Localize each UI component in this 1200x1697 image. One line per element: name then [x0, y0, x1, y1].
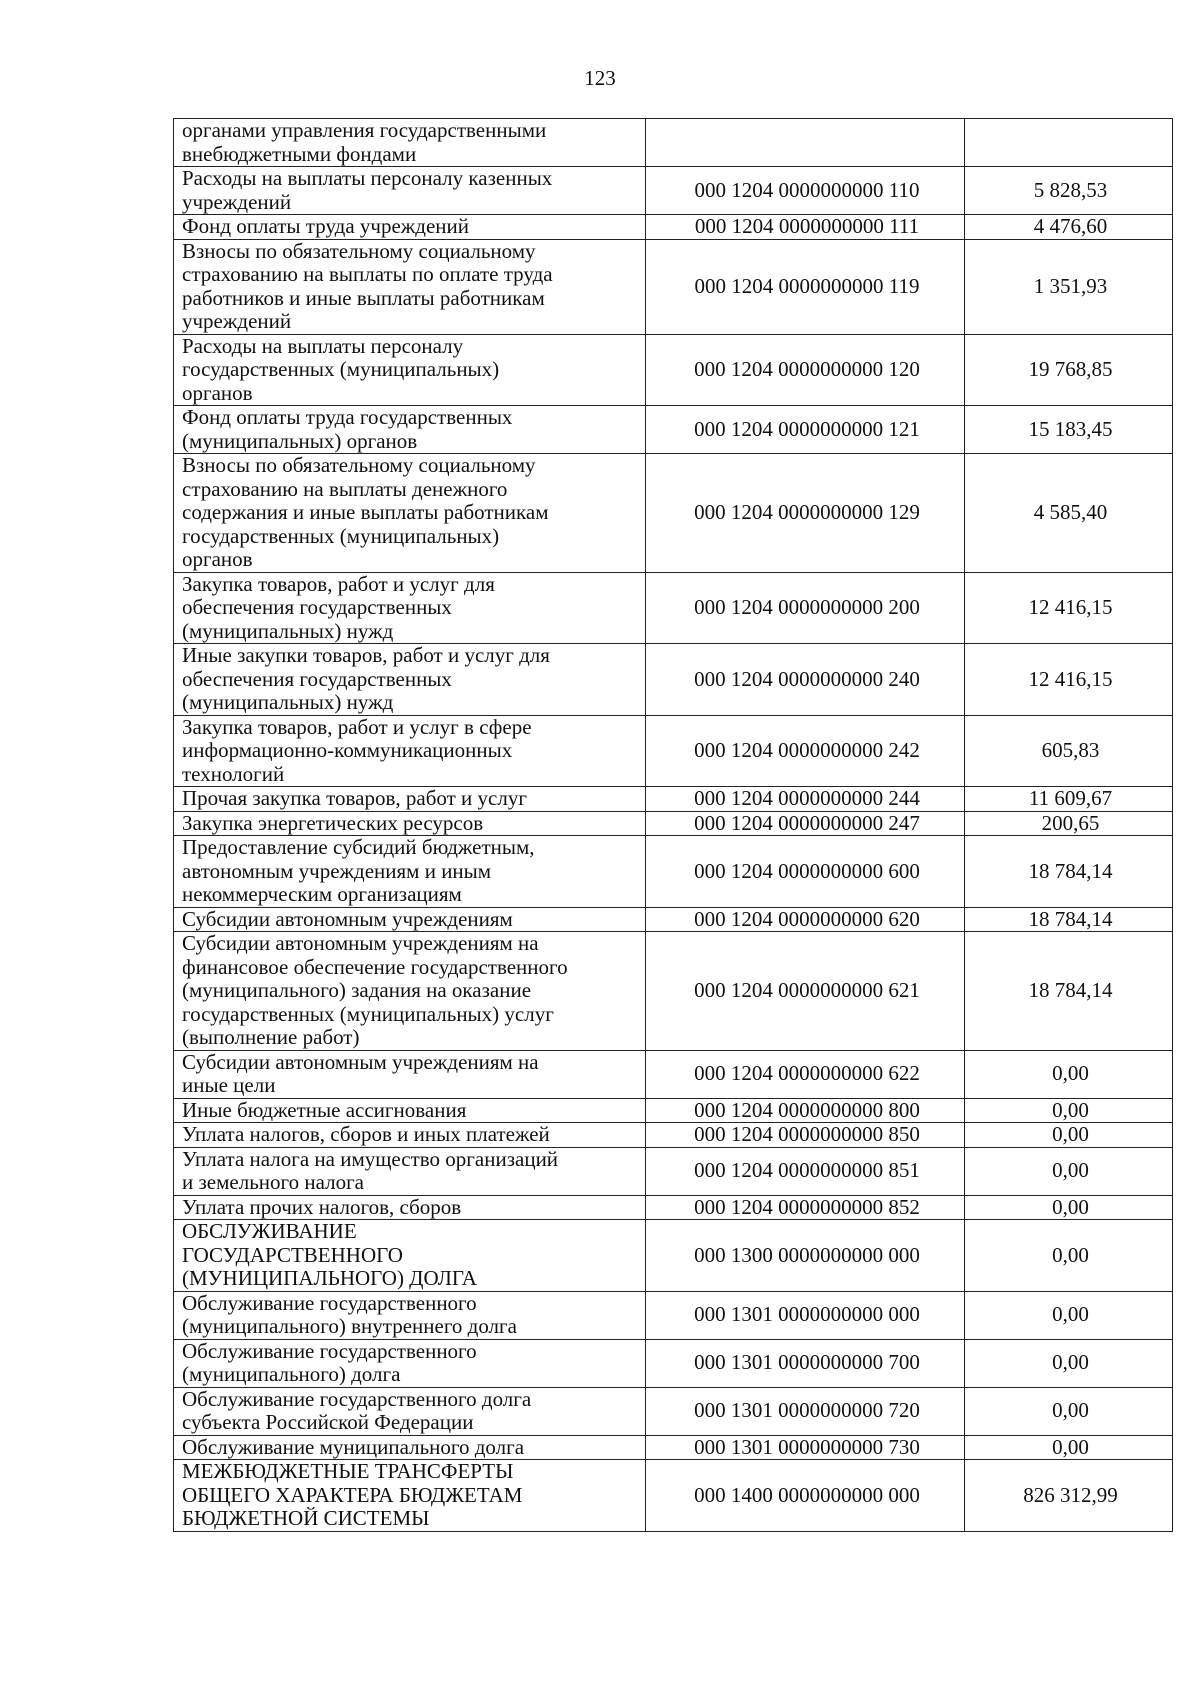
row-sum-cell: 605,83: [965, 715, 1173, 787]
row-name-cell: Субсидии автономным учреждениям: [174, 907, 646, 932]
row-code-cell: 000 1204 0000000000 129: [646, 454, 965, 573]
table-row: [174, 1147, 1173, 1195]
table-row: [174, 572, 1173, 644]
row-name-cell: Субсидии автономным учреждениям на иные цели: [174, 1050, 646, 1098]
row-name-cell: Расходы на выплаты персоналу казенных учреждений: [174, 167, 646, 215]
table-row: [174, 1220, 1173, 1292]
table-row: [174, 787, 1173, 812]
row-sum-cell: 0,00: [965, 1123, 1173, 1148]
row-code-cell: 000 1204 0000000000 620: [646, 907, 965, 932]
row-name-cell: Закупка товаров, работ и услуг для обеспечения государственных (муниципальных) нужд: [174, 572, 646, 644]
row-sum-cell: 1 351,93: [965, 239, 1173, 334]
table-row: [174, 239, 1173, 334]
row-name-cell: Обслуживание муниципального долга: [174, 1435, 646, 1460]
table-row: [174, 167, 1173, 215]
row-code-cell: [646, 119, 965, 167]
row-sum-cell: 0,00: [965, 1147, 1173, 1195]
row-name-cell: Прочая закупка товаров, работ и услуг: [174, 787, 646, 812]
row-sum-cell: 0,00: [965, 1387, 1173, 1435]
row-code-cell: 000 1204 0000000000 621: [646, 932, 965, 1051]
table-row: [174, 1435, 1173, 1460]
row-sum-cell: 826 312,99: [965, 1460, 1173, 1532]
table-row: [174, 215, 1173, 240]
table-row: [174, 119, 1173, 167]
table-row: [174, 836, 1173, 908]
row-code-cell: 000 1204 0000000000 852: [646, 1195, 965, 1220]
row-name-cell: Взносы по обязательному социальному страхованию на выплаты денежного содержания и иные выплаты работникам государственных (муниципальных) органов: [174, 454, 646, 573]
row-sum-cell: 15 183,45: [965, 406, 1173, 454]
table-row: [174, 811, 1173, 836]
row-name-cell: Предоставление субсидий бюджетным, автономным учреждениям и иным некоммерческим организациям: [174, 836, 646, 908]
row-code-cell: 000 1300 0000000000 000: [646, 1220, 965, 1292]
table-row: [174, 406, 1173, 454]
row-name-cell: Взносы по обязательному социальному страхованию на выплаты по оплате труда работников и иные выплаты работникам учреждений: [174, 239, 646, 334]
row-name-cell: Обслуживание государственного долга субъекта Российской Федерации: [174, 1387, 646, 1435]
row-sum-cell: 0,00: [965, 1291, 1173, 1339]
row-sum-cell: 0,00: [965, 1195, 1173, 1220]
row-sum-cell: 4 476,60: [965, 215, 1173, 240]
row-name-cell: МЕЖБЮДЖЕТНЫЕ ТРАНСФЕРТЫ ОБЩЕГО ХАРАКТЕРА БЮДЖЕТАМ БЮДЖЕТНОЙ СИСТЕМЫ: [174, 1460, 646, 1532]
row-name-cell: Уплата налогов, сборов и иных платежей: [174, 1123, 646, 1148]
row-code-cell: 000 1204 0000000000 119: [646, 239, 965, 334]
row-code-cell: 000 1204 0000000000 800: [646, 1098, 965, 1123]
row-name-cell: Иные закупки товаров, работ и услуг для обеспечения государственных (муниципальных) нужд: [174, 644, 646, 716]
table-row: [174, 644, 1173, 716]
row-code-cell: 000 1301 0000000000 700: [646, 1339, 965, 1387]
table-row: [174, 1339, 1173, 1387]
row-code-cell: 000 1204 0000000000 244: [646, 787, 965, 812]
row-code-cell: 000 1301 0000000000 730: [646, 1435, 965, 1460]
row-sum-cell: 18 784,14: [965, 907, 1173, 932]
table-row: [174, 1050, 1173, 1098]
row-code-cell: 000 1400 0000000000 000: [646, 1460, 965, 1532]
table-row: [174, 454, 1173, 573]
row-name-cell: Субсидии автономным учреждениям на финансовое обеспечение государственного (муниципального) задания на оказание государственных (муниципальных) услуг (выполнение работ): [174, 932, 646, 1051]
table-body: [174, 119, 1173, 1532]
row-code-cell: 000 1204 0000000000 111: [646, 215, 965, 240]
row-code-cell: 000 1204 0000000000 850: [646, 1123, 965, 1148]
row-name-cell: Уплата налога на имущество организаций и земельного налога: [174, 1147, 646, 1195]
table-row: [174, 1098, 1173, 1123]
row-code-cell: 000 1204 0000000000 240: [646, 644, 965, 716]
row-sum-cell: 5 828,53: [965, 167, 1173, 215]
row-sum-cell: 18 784,14: [965, 836, 1173, 908]
row-name-cell: Фонд оплаты труда учреждений: [174, 215, 646, 240]
table-row: [174, 1123, 1173, 1148]
budget-table: [173, 118, 1173, 1532]
row-code-cell: 000 1204 0000000000 600: [646, 836, 965, 908]
row-code-cell: 000 1204 0000000000 110: [646, 167, 965, 215]
row-sum-cell: 0,00: [965, 1050, 1173, 1098]
row-name-cell: ОБСЛУЖИВАНИЕ ГОСУДАРСТВЕННОГО (МУНИЦИПАЛЬНОГО) ДОЛГА: [174, 1220, 646, 1292]
row-sum-cell: 0,00: [965, 1339, 1173, 1387]
row-name-cell: Обслуживание государственного (муниципального) внутреннего долга: [174, 1291, 646, 1339]
row-sum-cell: 200,65: [965, 811, 1173, 836]
row-code-cell: 000 1204 0000000000 200: [646, 572, 965, 644]
table-row: [174, 1195, 1173, 1220]
row-code-cell: 000 1204 0000000000 120: [646, 334, 965, 406]
row-code-cell: 000 1204 0000000000 121: [646, 406, 965, 454]
row-name-cell: Иные бюджетные ассигнования: [174, 1098, 646, 1123]
row-sum-cell: 11 609,67: [965, 787, 1173, 812]
table-row: [174, 715, 1173, 787]
table-row: [174, 1460, 1173, 1532]
row-sum-cell: 0,00: [965, 1435, 1173, 1460]
row-name-cell: Расходы на выплаты персоналу государственных (муниципальных) органов: [174, 334, 646, 406]
row-sum-cell: 19 768,85: [965, 334, 1173, 406]
row-code-cell: 000 1204 0000000000 247: [646, 811, 965, 836]
row-name-cell: Фонд оплаты труда государственных (муниципальных) органов: [174, 406, 646, 454]
row-code-cell: 000 1301 0000000000 720: [646, 1387, 965, 1435]
row-name-cell: Обслуживание государственного (муниципального) долга: [174, 1339, 646, 1387]
table-row: [174, 932, 1173, 1051]
row-sum-cell: 0,00: [965, 1098, 1173, 1123]
row-code-cell: 000 1204 0000000000 622: [646, 1050, 965, 1098]
row-code-cell: 000 1301 0000000000 000: [646, 1291, 965, 1339]
row-sum-cell: 4 585,40: [965, 454, 1173, 573]
row-sum-cell: 12 416,15: [965, 572, 1173, 644]
table-row: [174, 1291, 1173, 1339]
row-sum-cell: 0,00: [965, 1220, 1173, 1292]
row-code-cell: 000 1204 0000000000 851: [646, 1147, 965, 1195]
row-name-cell: Уплата прочих налогов, сборов: [174, 1195, 646, 1220]
row-name-cell: Закупка товаров, работ и услуг в сфере информационно-коммуникационных технологий: [174, 715, 646, 787]
row-name-cell: органами управления государственными внебюджетными фондами: [174, 119, 646, 167]
row-name-cell: Закупка энергетических ресурсов: [174, 811, 646, 836]
row-sum-cell: 12 416,15: [965, 644, 1173, 716]
page-number: 123: [584, 66, 616, 90]
table-row: [174, 334, 1173, 406]
row-sum-cell: [965, 119, 1173, 167]
table-row: [174, 907, 1173, 932]
row-code-cell: 000 1204 0000000000 242: [646, 715, 965, 787]
row-sum-cell: 18 784,14: [965, 932, 1173, 1051]
table-row: [174, 1387, 1173, 1435]
